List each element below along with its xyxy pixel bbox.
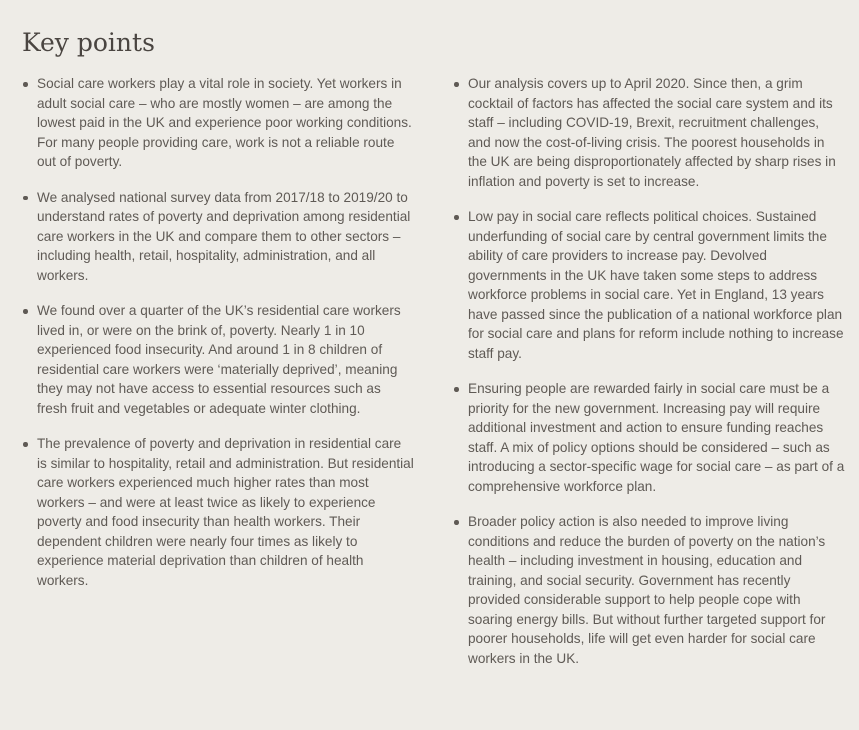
key-point-item [22, 188, 414, 286]
key-point-text: Ensuring people are rewarded fairly in social care must be a priority for the new government. Increasing pay will require additional investment and action to ensure funding reaches staff. A mix of policy options should be considered – such as introducing a sector-specific wage for social care – as part of a comprehensive workforce plan. [468, 381, 845, 494]
bullet-icon [454, 82, 459, 87]
key-point-item [453, 207, 845, 363]
key-point-text: Broader policy action is also needed to improve living conditions and reduce the burden of poverty on the nation’s health – including investment in housing, education and training, and social security. Government has recently provided considerable support to help people cope with soaring energy bills. But without further targeted support for poorer households, life will get even harder for social care workers in the UK. [468, 514, 826, 666]
key-point-text: We found over a quarter of the UK’s residential care workers lived in, or were on the brink of, poverty. Nearly 1 in 10 experienced food insecurity. And around 1 in 8 children of residential care workers were ‘materially deprived’, meaning they may not have access to essential resources such as fresh fruit and vegetables or adequate winter clothing. [37, 303, 401, 416]
bullet-icon [23, 309, 28, 314]
key-point-item [22, 74, 414, 172]
key-point-text: Social care workers play a vital role in society. Yet workers in adult social care – who are mostly women – are among the lowest paid in the UK and experience poor working conditions. For many people providing care, work is not a reliable route out of poverty. [37, 76, 412, 169]
key-point-text: We analysed national survey data from 2017/18 to 2019/20 to understand rates of poverty and deprivation among residential care workers in the UK and compare them to other sectors – including health, retail, hospitality, administration, and all workers. [37, 189, 411, 283]
bullet-icon [454, 215, 459, 220]
key-point-item [453, 512, 845, 668]
key-point-text: Our analysis covers up to April 2020. Since then, a grim cocktail of factors has affected the social care system and its staff – including COVID-19, Brexit, recruitment challenges, and now the cost-of-living crisis. The poorest households in the UK are being disproportionately affected by sharp rises in inflation and poverty is set to increase. [468, 76, 836, 189]
key-point-text: Low pay in social care reflects political choices. Sustained underfunding of social care by central government limits the ability of care providers to increase pay. Devolved governments in the UK have taken some steps to address workforce problems in social care. Yet in England, 13 years have passed since the publication of a national workforce plan for social care and plans for reform include nothing to increase staff pay. [468, 209, 844, 361]
key-point-item [22, 301, 414, 418]
key-point-item [453, 379, 845, 496]
key-point-item [22, 434, 414, 590]
bullet-icon [23, 196, 28, 201]
key-points-left-column [22, 74, 414, 606]
key-point-text: The prevalence of poverty and deprivation in residential care is similar to hospitality, retail and administration. But residential care workers experienced much higher rates than most workers – and were at least twice as likely to experience poverty and food insecurity than health workers. Their dependent children were nearly four times as likely to experience material deprivation than children of health workers. [37, 436, 414, 588]
bullet-icon [23, 442, 28, 447]
bullet-icon [454, 520, 459, 525]
page-title: Key points [22, 28, 155, 57]
key-points-right-column [453, 74, 845, 684]
bullet-icon [454, 387, 459, 392]
key-point-item [453, 74, 845, 191]
bullet-icon [23, 82, 28, 87]
